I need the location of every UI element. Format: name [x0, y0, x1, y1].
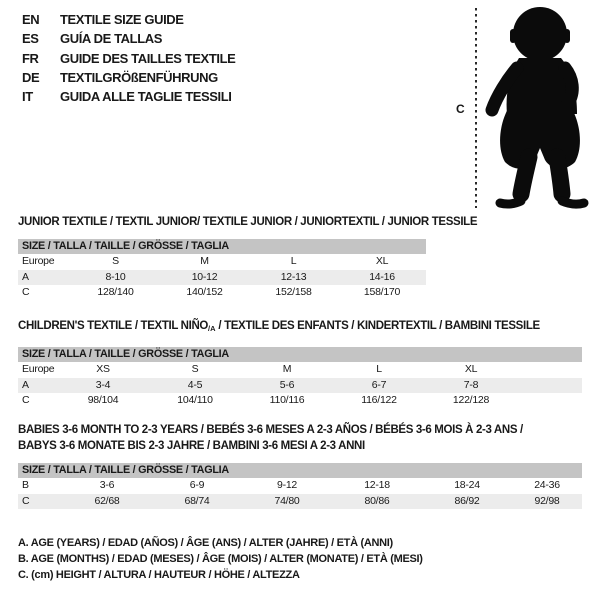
row-label-cell: C — [22, 494, 30, 507]
table-row-c — [18, 494, 582, 510]
table-row-europe — [18, 362, 582, 378]
value-cell: L — [290, 255, 297, 267]
row-label-cell: Europe — [22, 363, 55, 375]
language-code: DE — [22, 69, 40, 85]
language-title: TEXTILE SIZE GUIDE — [60, 12, 184, 27]
junior-size-table — [18, 239, 426, 301]
size-header-label: SIZE / TALLA / TAILLE / GRÖSSE / TAGLIA — [18, 347, 582, 362]
value-cell: 116/122 — [361, 394, 397, 406]
language-title: GUIDA ALLE TAGLIE TESSILI — [60, 89, 232, 105]
value-cell: 68/74 — [184, 494, 210, 507]
language-code: EN — [22, 12, 40, 27]
note-line-c: C. (cm) HEIGHT / ALTURA / HAUTEUR / HÖHE / ALTEZZA — [18, 569, 300, 582]
value-cell: M — [282, 363, 292, 375]
children-title-main: CHILDREN'S TEXTILE / TEXTIL NIÑO — [18, 320, 209, 332]
value-cell: 18-24 — [454, 479, 480, 491]
baby-silhouette-shape — [492, 7, 584, 204]
table-row-b — [18, 478, 582, 494]
size-header-label: SIZE / TALLA / TAILLE / GRÖSSE / TAGLIA — [18, 239, 426, 254]
value-cell: 104/110 — [177, 394, 213, 406]
note-line-a: A. AGE (YEARS) / EDAD (AÑOS) / ÂGE (ANS) / ALTER (JAHRE) / ETÀ (ANNI) — [18, 537, 393, 549]
value-cell: 8-10 — [105, 270, 126, 283]
babies-title-line2: BABYS 3-6 MONATE BIS 2-3 JAHRE / BAMBINI 3-6 MESI A 2-3 ANNI — [18, 439, 365, 452]
spacer-cell — [517, 393, 582, 409]
babies-size-table — [18, 463, 582, 509]
children-table-title — [18, 319, 540, 337]
value-cell: 24-36 — [534, 479, 560, 491]
row-label-cell: B — [22, 479, 29, 491]
size-header-bar — [18, 463, 582, 478]
language-row — [22, 87, 235, 106]
value-cell: 98/104 — [87, 394, 119, 406]
size-header-bar — [18, 239, 426, 254]
value-cell: 12-18 — [364, 479, 390, 491]
value-cell: 10-12 — [191, 270, 218, 283]
language-title: TEXTILGRÖßENFÜHRUNG — [60, 69, 218, 85]
table-row-a — [18, 270, 426, 286]
value-cell: 6-9 — [189, 479, 205, 491]
language-code: IT — [22, 89, 33, 105]
language-title-block — [22, 10, 235, 106]
children-title-rest: / TEXTILE DES ENFANTS / KINDERTEXTIL / BAMBINI TESSILE — [215, 320, 540, 332]
legend-notes — [18, 535, 423, 584]
note-line-b: B. AGE (MONTHS) / EDAD (MESES) / ÂGE (MOIS) / ALTER (MONATE) / ETÀ (MESI) — [18, 553, 423, 566]
value-cell: 80/86 — [364, 494, 390, 507]
value-cell: 158/170 — [363, 286, 401, 298]
babies-table-title — [18, 423, 523, 454]
height-label-c: C — [456, 102, 465, 116]
baby-figure — [450, 2, 600, 214]
language-row — [22, 68, 235, 87]
babies-title-line1: BABIES 3-6 MONTH TO 2-3 YEARS / BEBÉS 3-6 MESES A 2-3 AÑOS / BÉBÉS 3-6 MOIS À 2-3 ANS / — [18, 424, 523, 436]
value-cell: XL — [375, 255, 389, 267]
value-cell: 122/128 — [452, 394, 490, 406]
value-cell: S — [191, 363, 199, 375]
value-cell: 92/98 — [534, 494, 560, 507]
spacer-cell — [517, 362, 582, 378]
table-row-c — [18, 285, 426, 301]
junior-table-title: JUNIOR TEXTILE / TEXTIL JUNIOR/ TEXTILE JUNIOR / JUNIORTEXTIL / JUNIOR TESSILE — [18, 216, 478, 228]
row-label-cell: Europe — [22, 255, 55, 267]
language-code: ES — [22, 31, 39, 47]
table-row-c — [18, 393, 582, 409]
value-cell: 6-7 — [371, 378, 387, 391]
value-cell: 3-4 — [95, 378, 111, 391]
value-cell: L — [376, 363, 382, 375]
language-row — [22, 10, 235, 29]
children-size-table — [18, 347, 582, 409]
table-row-a — [18, 378, 582, 394]
value-cell: 14-16 — [369, 270, 395, 283]
value-cell: 62/68 — [94, 494, 120, 507]
value-cell: 3-6 — [99, 479, 115, 491]
value-cell: 74/80 — [274, 494, 300, 507]
value-cell: S — [112, 255, 119, 267]
table-row-europe — [18, 254, 426, 270]
value-cell: 140/152 — [186, 286, 223, 298]
value-cell: 110/116 — [269, 394, 305, 406]
language-row — [22, 49, 235, 68]
value-cell: XS — [96, 363, 110, 375]
value-cell: M — [200, 255, 209, 267]
value-cell: 86/92 — [454, 494, 480, 507]
value-cell: 12-13 — [280, 270, 307, 283]
baby-silhouette — [450, 2, 600, 214]
row-label-cell: A — [22, 378, 29, 391]
language-title: GUÍA DE TALLAS — [60, 31, 163, 47]
children-title-sub: /A — [208, 324, 216, 333]
value-cell: 4-5 — [187, 378, 203, 391]
language-title: GUIDE DES TAILLES TEXTILE — [60, 50, 236, 66]
language-code: FR — [22, 50, 39, 66]
spacer-cell — [517, 378, 582, 394]
size-header-label: SIZE / TALLA / TAILLE / GRÖSSE / TAGLIA — [18, 463, 582, 478]
row-label-cell: A — [22, 270, 29, 283]
value-cell: 128/140 — [97, 286, 134, 298]
value-cell: 9-12 — [276, 479, 297, 491]
value-cell: 7-8 — [463, 378, 479, 391]
value-cell: 152/158 — [275, 286, 312, 298]
language-row — [22, 29, 235, 48]
row-label-cell: C — [22, 286, 30, 298]
value-cell: 5-6 — [279, 378, 295, 391]
value-cell: XL — [464, 363, 478, 375]
row-label-cell: C — [22, 394, 30, 406]
size-header-bar — [18, 347, 582, 362]
